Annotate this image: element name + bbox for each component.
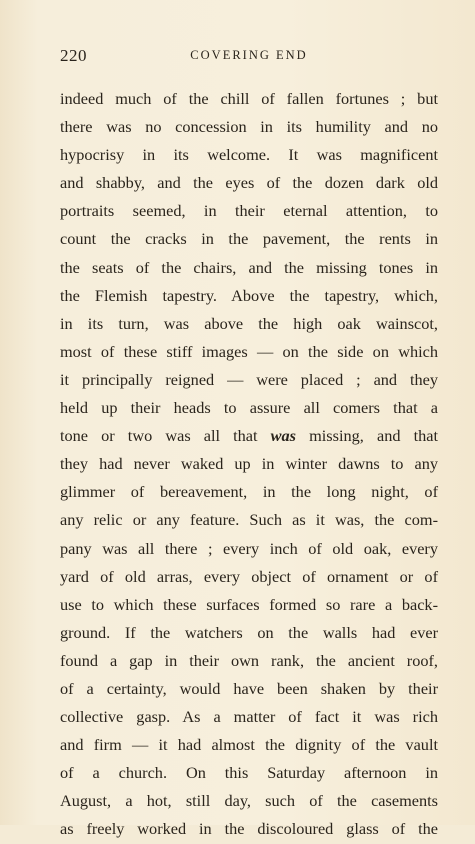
- text-line: yard of old arras, every object of ornament or of: [60, 566, 438, 586]
- text-line-with-emphasis: [60, 422, 438, 450]
- text-line: indeed much of the chill of fallen fortunes ; but: [60, 89, 438, 108]
- text-line: the seats of the chairs, and the missing tones in: [60, 257, 438, 277]
- text-line: as freely worked in the discoloured glass of the: [60, 819, 438, 839]
- text-line: glimmer of bereavement, in the long night, of: [60, 482, 438, 502]
- text-segment: tone or two was all that: [60, 426, 271, 446]
- text-line: collective gasp. As a matter of fact it was rich: [60, 707, 438, 727]
- text-line: pany was all there ; every inch of old oak, every: [60, 538, 438, 558]
- text-line: they had never waked up in winter dawns to any: [60, 454, 438, 474]
- text-line: the Flemish tapestry. Above the tapestry, which,: [60, 285, 438, 305]
- text-line: use to which these surfaces formed so rare a back-: [60, 594, 438, 614]
- text-line: any relic or any feature. Such as it was, the com-: [60, 510, 438, 530]
- page-number: 220: [60, 46, 87, 65]
- text-line: held up their heads to assure all comers that a: [60, 398, 438, 418]
- text-line: there was no concession in its humility and no: [60, 117, 438, 137]
- text-line: in its turn, was above the high oak wainscot,: [60, 313, 438, 333]
- text-line: count the cracks in the pavement, the rents in: [60, 229, 438, 249]
- page-header: [60, 46, 438, 68]
- text-line: portraits seemed, in their eternal attention, to: [60, 201, 438, 221]
- text-line: of a certainty, would have been shaken by their: [60, 678, 438, 698]
- text-line: of a church. On this Saturday afternoon in: [60, 763, 438, 783]
- text-line: ground. If the watchers on the walls had ever: [60, 622, 438, 642]
- text-line: and firm — it had almost the dignity of the vault: [60, 735, 438, 755]
- running-head: COVERING END: [190, 48, 308, 62]
- text-line: and shabby, and the eyes of the dozen dark old: [60, 173, 438, 193]
- emphasized-word: was: [270, 426, 297, 446]
- text-segment: missing, and that: [296, 426, 438, 446]
- text-line: August, a hot, still day, such of the casements: [60, 791, 438, 811]
- body-text: [60, 85, 438, 844]
- text-line: hypocrisy in its welcome. It was magnificent: [60, 145, 438, 165]
- text-line: most of these stiff images — on the side on which: [60, 341, 438, 361]
- text-line: it principally reigned — were placed ; and they: [60, 369, 438, 389]
- text-line: found a gap in their own rank, the ancient roof,: [60, 650, 438, 670]
